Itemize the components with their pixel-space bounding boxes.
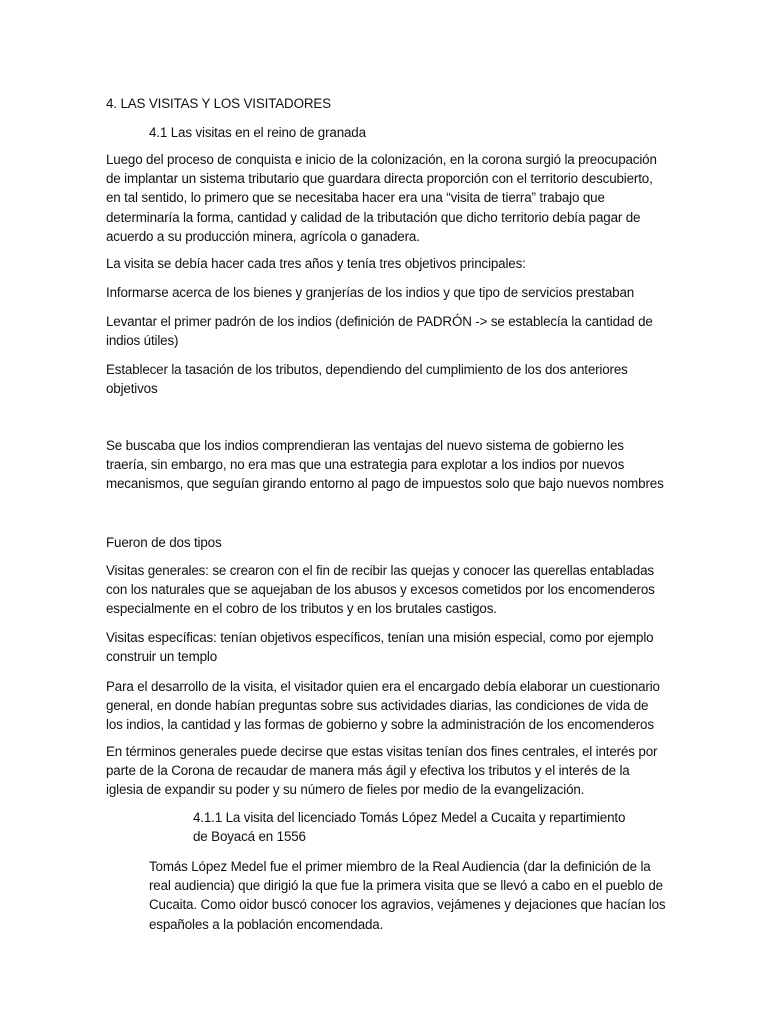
paragraph-lopez-medel: Tomás López Medel fue el primer miembro de la Real Audiencia (dar la definición de la real audiencia) que dirigió la que fue la primera visita que se llevó a cabo en el pueblo de Cucaita. Como oidor buscó conocer los agravios, vejámenes y dejaciones que hacían los españoles a la población encomendada. [149,859,666,932]
section-heading: 4. LAS VISITAS Y LOS VISITADORES [106,96,331,111]
subsection-heading: 4.1 Las visitas en el reino de granada [149,125,366,140]
paragraph-questionnaire: Para el desarrollo de la visita, el visitador quien era el encargado debía elaborar un cuestionario general, en donde habían preguntas sobre sus actividades diarias, las condiciones de vida de los indios, la cantidad y las formas de gobierno y sobre la administración de los encomenderos [106,679,660,733]
paragraph-general-terms: En términos generales puede decirse que estas visitas tenían dos fines centrales, el interés por parte de la Corona de recaudar de manera más ágil y efectiva los tributos y el interés de la iglesia de expandir su poder y su número de fieles por medio de la evangelización. [106,744,658,798]
paragraph-types-heading: Fueron de dos tipos [106,535,222,550]
paragraph-objective-1: Informarse acerca de los bienes y granjerías de los indios y que tipo de servicios prestaban [106,285,635,300]
paragraph-general-visits: Visitas generales: se crearon con el fin de recibir las quejas y conocer las querellas entabladas con los naturales que se aquejaban de los abusos y excesos cometidos por los encomenderos especialmente en el cobro de los tributos y en los brutales castigos. [106,563,655,617]
paragraph-purpose: Se buscaba que los indios comprendieran las ventajas del nuevo sistema de gobierno les traería, sin embargo, no era mas que una estrategia para explotar a los indios por nuevos mecanismos, que seguían girando entorno al pago de impuestos solo que bajo nuevos nombres [106,438,664,492]
paragraph-intro: Luego del proceso de conquista e inicio de la colonización, en la corona surgió la preocupación de implantar un sistema tributario que guardara directa proporción con el territorio descubierto, en tal sentido, lo primero que se necesitaba hacer era una “visita de tierra” trabajo que determinaría la forma, cantidad y calidad de la tributación que dicho territorio debía pagar de acuerdo a su producción minera, agrícola o ganadera. [106,152,657,244]
paragraph-specific-visits: Visitas específicas: tenían objetivos específicos, tenían una misión especial, como por ejemplo construir un templo [106,630,654,665]
paragraph-visit-frequency: La visita se debía hacer cada tres años y tenía tres objetivos principales: [106,256,526,271]
paragraph-objective-2: Levantar el primer padrón de los indios (definición de PADRÓN -> se establecía la cantidad de indios útiles) [106,314,653,349]
paragraph-objective-3: Establecer la tasación de los tributos, dependiendo del cumplimiento de los dos anteriores objetivos [106,362,628,397]
subsubsection-heading: 4.1.1 La visita del licenciado Tomás López Medel a Cucaita y repartimiento de Boyacá en 1556 [193,810,626,845]
